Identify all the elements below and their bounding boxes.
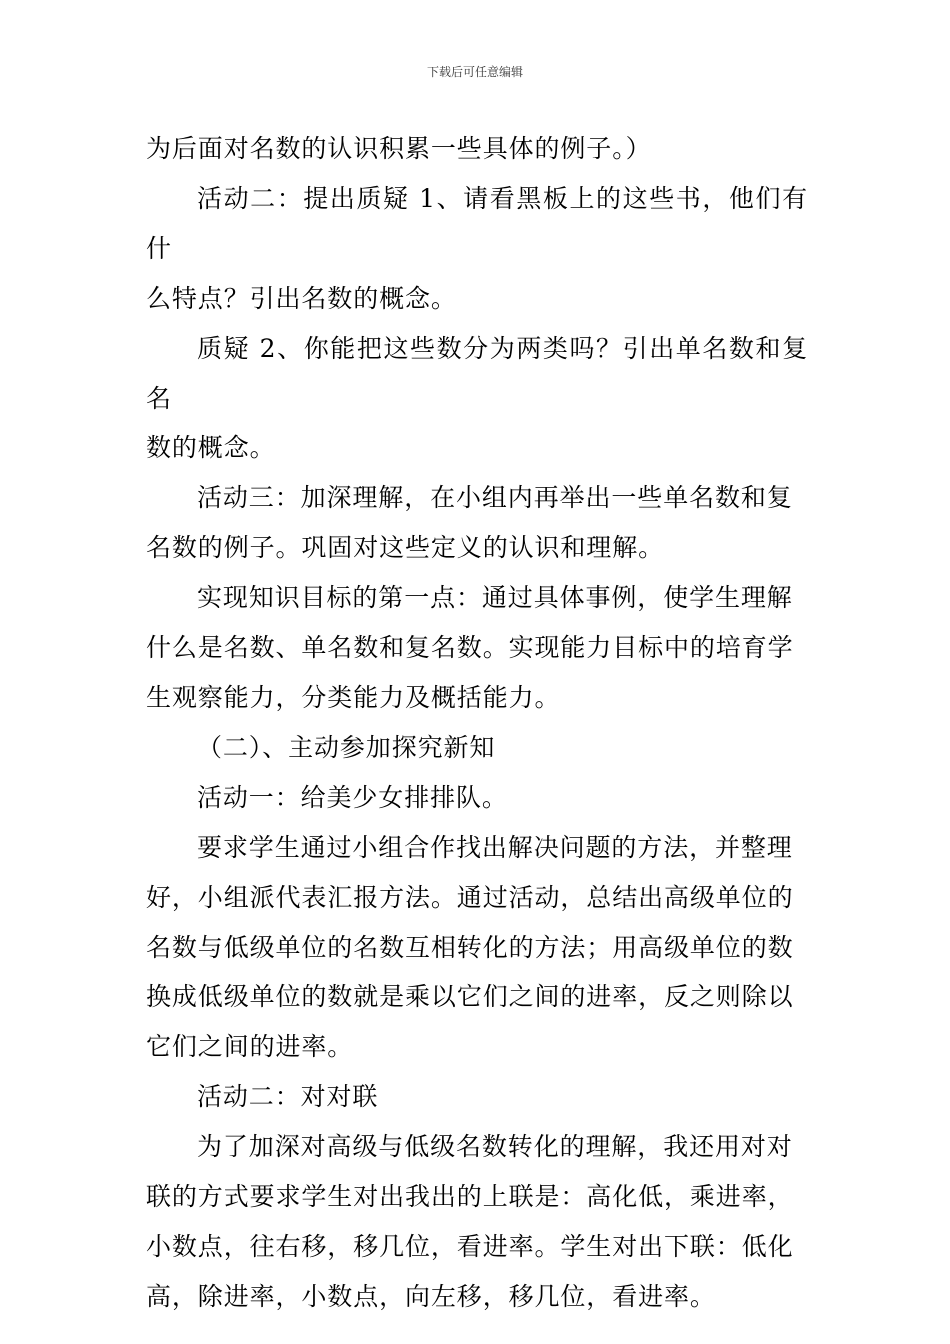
text-line: 么特点？引出名数的概念。 [146,283,457,313]
paragraph-activity-1 [146,773,808,823]
text-line: 要求学生通过小组合作找出解决问题的方法，并整理 [197,832,793,862]
text-line: 联的方式要求学生对出我出的上联是：高化低，乘进率， [146,1182,794,1212]
text-line: 什么是名数、单名数和复名数。实现能力目标中的培育学 [146,633,794,663]
paragraph-1 [146,124,808,174]
text-line: 生观察能力，分类能力及概括能力。 [146,682,561,712]
page-header: 下载后可任意编辑 [426,65,523,79]
paragraph-knowledge-goal [146,573,808,723]
text-line: （二）、主动参加探究新知 [197,732,496,762]
text-line: 活动二：提出质疑 1、请看黑板上的这些书，他们有什 [146,183,808,263]
paragraph-couplet [146,1122,808,1322]
text-line: 活动一：给美少女排排队。 [197,782,508,812]
text-line: 活动三：加深理解，在小组内再举出一些单名数和复 [197,483,793,513]
paragraph-group-work [146,823,808,1073]
text-line: 为了加深对高级与低级名数转化的理解，我还用对对 [197,1132,793,1162]
paragraph-activity-2-couplet [146,1072,808,1122]
text-line: 它们之间的进率。 [146,1032,354,1062]
text-line: 数的概念。 [146,433,276,463]
paragraph-question-2 [146,324,808,474]
text-line: 换成低级单位的数就是乘以它们之间的进率，反之则除以 [146,982,794,1012]
document-body [146,124,808,1322]
text-line: 质疑 2、你能把这些数分为两类吗？引出单名数和复名 [146,333,808,413]
section-heading-2 [146,723,808,773]
text-line: 为后面对名数的认识积累一些具体的例子。） [146,134,652,163]
text-line: 好，小组派代表汇报方法。通过活动，总结出高级单位的 [146,882,794,912]
text-line: 名数与低级单位的名数互相转化的方法；用高级单位的数 [146,932,794,962]
paragraph-activity-2-question-1 [146,174,808,324]
text-line: 实现知识目标的第一点：通过具体事例，使学生理解 [197,583,793,613]
text-line: 小数点，往右移，移几位，看进率。学生对出下联：低化 [146,1231,794,1261]
text-line: 名数的例子。巩固对这些定义的认识和理解。 [146,533,665,563]
text-line: 活动二：对对联 [197,1082,379,1112]
paragraph-activity-3 [146,473,808,573]
text-line: 高，除进率，小数点，向左移，移几位，看进率。 [146,1281,716,1311]
